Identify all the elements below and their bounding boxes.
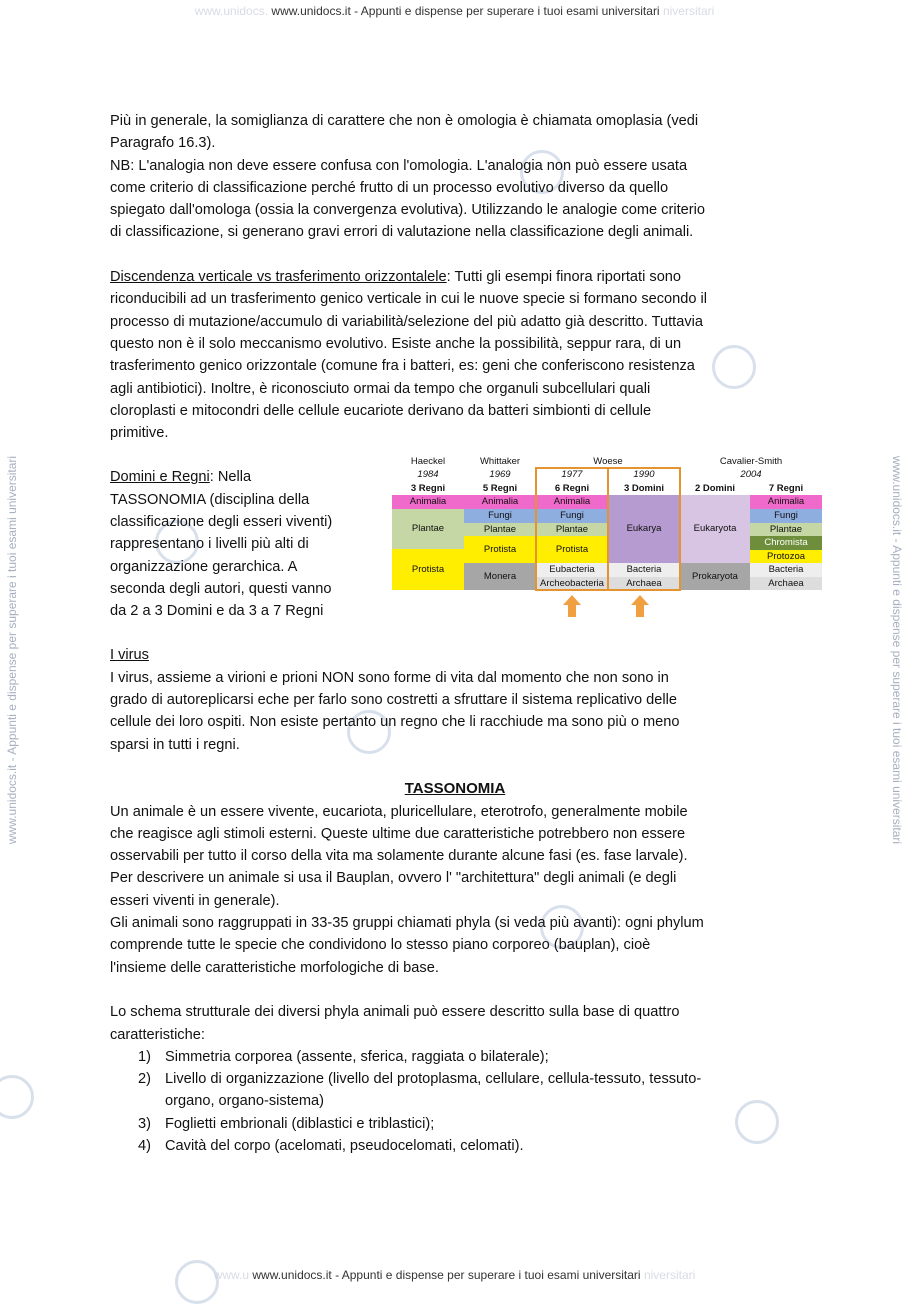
taxon-cell: Animalia — [392, 495, 464, 509]
taxon-cell: Fungi — [750, 509, 822, 523]
author-label: Whittaker — [479, 456, 521, 467]
watermark-header-text: www.unidocs.it - Appunti e dispense per superare i tuoi esami universitari — [271, 4, 660, 18]
discendenza-section — [110, 266, 800, 288]
watermark-ghost: niversitari — [662, 4, 715, 18]
document-body — [110, 110, 800, 1157]
section-title: TASSONOMIA — [404, 780, 506, 798]
paragraph-line: Per descrivere un animale si usa il Bauplan, ovvero l' "architettura" degli animali (e degli — [110, 870, 677, 887]
taxon-cell: Plantae — [464, 523, 536, 536]
paragraph-line: Un animale è un essere vivente, eucariota, pluricellulare, eterotrofo, generalmente mobile — [110, 803, 688, 820]
paragraph-line: agli antibiotici). Inoltre, è riconosciuto ormai da tempo che organuli subcellulari quali — [110, 380, 651, 397]
classification-figure — [392, 454, 822, 619]
author-label: Woese — [593, 456, 623, 467]
taxon-cell: Fungi — [464, 509, 536, 523]
paragraph-line: rappresentano i livelli più alti di — [110, 536, 309, 553]
highlight-box — [607, 467, 681, 591]
paragraph-line: I virus, assieme a virioni e prioni NON sono forme di vita dal momento che non sono in — [110, 669, 669, 686]
list-number: 1) — [138, 1048, 151, 1065]
list-item — [138, 1135, 800, 1157]
column-head: 3 Regni — [410, 483, 446, 494]
watermark-footer-text: www.unidocs.it - Appunti e dispense per superare i tuoi esami universitari — [252, 1268, 641, 1282]
paragraph-line: : Tutti gli esempi finora riportati sono — [446, 269, 682, 286]
taxon-cell: Chromista — [750, 536, 822, 550]
paragraph-line: TASSONOMIA (disciplina della — [110, 491, 310, 508]
year-label: 1969 — [489, 469, 511, 480]
taxon-cell: Prokaryota — [680, 563, 750, 590]
taxon-cell: Animalia — [536, 495, 608, 509]
taxon-cell: Archaea — [750, 577, 822, 590]
paragraph-line: caratteristiche: — [110, 1026, 205, 1043]
watermark-logo-icon — [0, 1075, 34, 1119]
list-number: 2) — [138, 1071, 151, 1088]
paragraph-line: Paragrafo 16.3). — [110, 135, 216, 152]
taxon-cell: Fungi — [536, 509, 608, 523]
list-text: organo, organo-sistema) — [165, 1093, 324, 1110]
column-head: 3 Domini — [623, 483, 665, 494]
column-head: 7 Regni — [768, 483, 804, 494]
watermark-side-right: www.unidocs.it - Appunti e dispense per superare i tuoi esami universitari — [890, 455, 904, 845]
paragraph-line: osservabili per tutto il corso della vita ma solamente durante alcune fasi (es. fase larvale). — [110, 848, 688, 865]
taxon-cell: Protista — [536, 536, 608, 563]
paragraph-line: esseri viventi in generale). — [110, 892, 280, 909]
taxon-cell: Eukaryota — [680, 495, 750, 563]
column-head: 6 Regni — [554, 483, 590, 494]
virus-heading: I virus — [110, 647, 149, 664]
paragraph-line: riconducibili ad un trasferimento genico verticale in cui le nuove specie si formano secondo il — [110, 291, 708, 308]
up-arrow-icon — [563, 595, 581, 617]
year-label: 2004 — [740, 469, 762, 480]
watermark-side-left: www.unidocs.it - Appunti e dispense per superare i tuoi esami universitari — [5, 455, 19, 845]
list-text: Simmetria corporea (assente, sferica, raggiata o bilaterale); — [165, 1048, 549, 1065]
discendenza-heading: Discendenza verticale vs trasferimento orizzontalele — [110, 269, 447, 286]
paragraph-line: Lo schema strutturale dei diversi phyla animali può essere descritto sulla base di quattro — [110, 1004, 680, 1021]
domini-heading: Domini e Regni — [110, 469, 210, 486]
list-item — [138, 1113, 800, 1135]
list-item — [138, 1068, 800, 1113]
taxon-cell: Plantae — [536, 523, 608, 536]
list-text: Livello di organizzazione (livello del protoplasma, cellulare, cellula-tessuto, tessuto- — [165, 1071, 702, 1088]
taxon-cell: Plantae — [750, 523, 822, 536]
paragraph-line: questo non è il solo meccanismo evolutivo. Esiste anche la possibilità, seppur rara, di un — [110, 335, 682, 352]
list-number: 4) — [138, 1137, 151, 1154]
year-label: 1990 — [633, 469, 655, 480]
taxon-cell: Animalia — [464, 495, 536, 509]
paragraph-line: NB: L'analogia non deve essere confusa con l'omologia. L'analogia non può essere usata — [110, 157, 688, 174]
paragraph-line: comprende tutte le specie che condividono lo stesso piano corporeo (bauplan), cioè — [110, 937, 651, 954]
taxon-cell: Eukarya — [608, 495, 680, 563]
paragraph-line: spiegato dall'omologa (ossia la convergenza evolutiva). Utilizzando le analogie come criterio — [110, 202, 705, 219]
paragraph-line: cloroplasti e mitocondri delle cellule eucariote derivano da batteri simbionti di cellule — [110, 402, 652, 419]
list-text: Foglietti embrionali (diblastici e triblastici); — [165, 1115, 435, 1132]
watermark-logo-icon — [175, 1260, 219, 1304]
characteristics-list — [110, 1046, 800, 1157]
paragraph-line: organizzazione gerarchica. A — [110, 558, 298, 575]
taxon-cell: Protozoa — [750, 550, 822, 563]
column-head: 5 Regni — [482, 483, 518, 494]
taxon-cell: Animalia — [750, 495, 822, 509]
paragraph-line: classificazione degli esseri viventi) — [110, 514, 333, 531]
taxon-cell: Monera — [464, 563, 536, 590]
taxon-cell: Archeobacteria — [536, 577, 608, 590]
list-item — [138, 1046, 800, 1068]
watermark-ghost: www.u — [213, 1268, 250, 1282]
year-label: 1984 — [417, 469, 439, 480]
paragraph-line: seconda degli autori, questi vanno — [110, 580, 332, 597]
highlight-box — [535, 467, 609, 591]
author-label: Haeckel — [410, 456, 446, 467]
paragraph-line: processo di mutazione/accumulo di variabilità/selezione del più adatto già descritto. Tuttavia — [110, 313, 703, 330]
taxon-cell: Protista — [464, 536, 536, 563]
paragraph-line: primitive. — [110, 425, 169, 442]
taxon-cell: Plantae — [392, 509, 464, 549]
paragraph-line: Più in generale, la somiglianza di carattere che non è omologia è chiamata omoplasia (vedi — [110, 113, 699, 129]
paragraph-line: da 2 a 3 Domini e da 3 a 7 Regni — [110, 603, 324, 620]
list-number: 3) — [138, 1115, 151, 1132]
year-label: 1977 — [561, 469, 583, 480]
domini-text — [110, 466, 372, 622]
paragraph-line: Gli animali sono raggruppati in 33-35 gruppi chiamati phyla (si veda più avanti): ogni phylum — [110, 915, 704, 932]
paragraph-line: di classificazione, si generano gravi errori di valutazione nella classificazione degli animali. — [110, 224, 694, 241]
watermark-header — [0, 4, 909, 18]
taxon-cell: Bacteria — [608, 563, 680, 577]
paragraph-line: l'insieme delle caratteristiche morfologiche di base. — [110, 959, 439, 976]
paragraph-line: sparsi in tutti i regni. — [110, 736, 240, 753]
column-head: 2 Domini — [694, 483, 736, 494]
list-text: Cavità del corpo (acelomati, pseudocelomati, celomati). — [165, 1137, 524, 1154]
watermark-ghost: niversitari — [643, 1268, 696, 1282]
paragraph-line: cellule dei loro ospiti. Non esiste pertanto un regno che li racchiude ma sono più o meno — [110, 714, 680, 731]
taxon-cell: Archaea — [608, 577, 680, 590]
watermark-ghost: www.unidocs. — [194, 4, 269, 18]
taxon-cell: Eubacteria — [536, 563, 608, 577]
taxon-cell: Bacteria — [750, 563, 822, 577]
paragraph-line: come criterio di classificazione perché frutto di un processo evolutivo diverso da quello — [110, 179, 669, 196]
paragraph-line: : Nella — [209, 469, 252, 486]
author-label: Cavalier-Smith — [719, 456, 783, 467]
paragraph-line: che reagisce agli stimoli esterni. Queste ultime due caratteristiche potrebbero non essere — [110, 825, 686, 842]
paragraph-line: grado di autoreplicarsi eche per farlo sono costretti a sfruttare il sistema replicativo delle — [110, 692, 677, 709]
taxon-cell: Protista — [392, 549, 464, 590]
paragraph-line: trasferimento genico orizzontale (comune fra i batteri, es: geni che conferiscono resistenza — [110, 358, 695, 375]
watermark-footer — [0, 1268, 909, 1282]
up-arrow-icon — [631, 595, 649, 617]
